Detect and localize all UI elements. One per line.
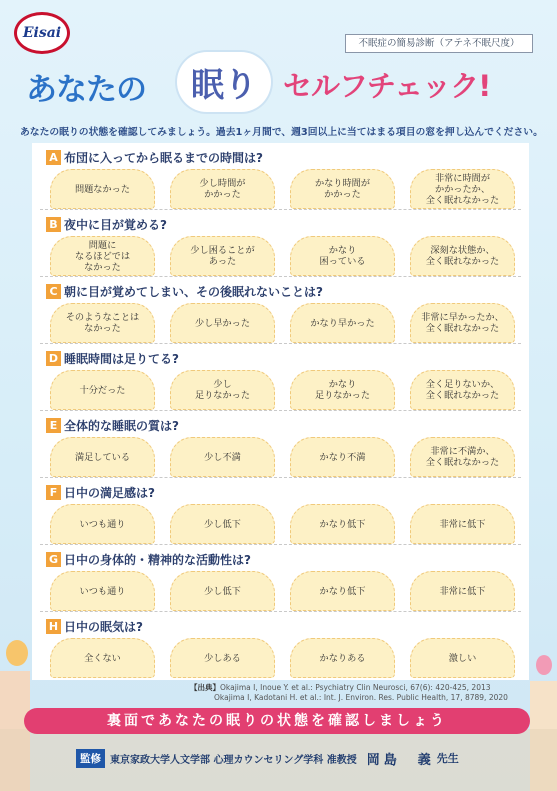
question-text: 睡眠時間は足りてる?	[64, 351, 179, 366]
citation-line-1: Okajima I, Inoue Y. et al.: Psychiatry Clin Neurosci, 67(6): 420-425, 2013	[220, 683, 491, 692]
answer-window-option[interactable]: 少し不満	[170, 437, 275, 477]
question-block	[32, 277, 529, 344]
question-letter: E	[46, 418, 61, 433]
title-part-1: あなたの	[26, 72, 146, 108]
answer-window-option[interactable]: 激しい	[410, 638, 515, 678]
balloon-icon	[536, 655, 552, 675]
answer-window-option[interactable]: 非常に低下	[410, 504, 515, 544]
answer-window-option[interactable]: かなり時間が かかった	[290, 169, 395, 209]
answer-window-option[interactable]: いつも通り	[50, 571, 155, 611]
question-block	[32, 411, 529, 478]
answer-window-option[interactable]: 少し低下	[170, 571, 275, 611]
answer-window-option[interactable]: 非常に時間が かかったか、 全く眠れなかった	[410, 169, 515, 209]
answer-window-option[interactable]: 全くない	[50, 638, 155, 678]
title-part-3: セルフチェック!	[283, 69, 491, 103]
citation-line-2: Okajima I, Kadotani H. et al.: Int. J. Environ. Res. Public Health, 17, 8789, 2020	[214, 693, 508, 702]
question-letter: H	[46, 619, 61, 634]
question-letter: F	[46, 485, 61, 500]
question-letter: A	[46, 150, 61, 165]
answer-window-option[interactable]: 問題に なるほどでは なかった	[50, 236, 155, 276]
answer-window-option[interactable]: 十分だった	[50, 370, 155, 410]
answer-window-option[interactable]: 非常に早かったか、 全く眠れなかった	[410, 303, 515, 343]
answer-window-option[interactable]: 深刻な状態か、 全く眠れなかった	[410, 236, 515, 276]
question-header	[46, 417, 179, 433]
question-text: 全体的な睡眠の質は?	[64, 418, 179, 433]
credit-name: 岡島 義	[366, 752, 435, 768]
answer-window-option[interactable]: そのようなことは なかった	[50, 303, 155, 343]
answer-window-option[interactable]: かなり不満	[290, 437, 395, 477]
question-text: 日中の満足感は?	[64, 485, 155, 500]
balloon-icon	[6, 640, 28, 666]
answer-window-option[interactable]: かなり 足りなかった	[290, 370, 395, 410]
question-letter: B	[46, 217, 61, 232]
back-side-banner: 裏面であなたの眠りの状態を確認しましょう	[24, 708, 530, 734]
title-part-2: 眠り	[177, 52, 271, 112]
answer-window-option[interactable]: 全く足りないか、 全く眠れなかった	[410, 370, 515, 410]
answer-window-option[interactable]: かなり低下	[290, 504, 395, 544]
supervisor-credit	[76, 747, 459, 769]
credit-title: 先生	[436, 752, 459, 765]
answer-window-option[interactable]: かなり低下	[290, 571, 395, 611]
citation-label: 【出典】	[190, 683, 220, 692]
question-block	[32, 143, 529, 210]
answer-window-option[interactable]: 少しある	[170, 638, 275, 678]
question-letter: C	[46, 284, 61, 299]
answer-window-option[interactable]: 非常に不満か、 全く眠れなかった	[410, 437, 515, 477]
logo-text: Eisai	[22, 25, 62, 41]
question-text: 布団に入ってから眠るまでの時間は?	[64, 150, 263, 165]
citation	[190, 683, 530, 703]
question-block	[32, 478, 529, 545]
answer-window-option[interactable]: 少し時間が かかった	[170, 169, 275, 209]
question-letter: D	[46, 351, 61, 366]
page-title	[26, 62, 536, 110]
answer-window-option[interactable]: かなりある	[290, 638, 395, 678]
question-block	[32, 545, 529, 612]
answer-window-option[interactable]: 少し困ることが あった	[170, 236, 275, 276]
answer-window-option[interactable]: 少し早かった	[170, 303, 275, 343]
eisai-logo	[14, 12, 70, 54]
question-letter: G	[46, 552, 61, 567]
diagnosis-tag: 不眠症の簡易診断（アテネ不眠尺度）	[345, 34, 533, 53]
question-header	[46, 551, 251, 567]
question-header	[46, 350, 179, 366]
question-header	[46, 618, 143, 634]
answer-window-option[interactable]: 満足している	[50, 437, 155, 477]
answer-window-option[interactable]: いつも通り	[50, 504, 155, 544]
answer-window-option[interactable]: かなり 困っている	[290, 236, 395, 276]
answer-window-option[interactable]: かなり早かった	[290, 303, 395, 343]
question-block	[32, 612, 529, 679]
question-text: 日中の身体的・精神的な活動性は?	[64, 552, 251, 567]
answer-window-option[interactable]: 問題なかった	[50, 169, 155, 209]
question-text: 朝に目が覚めてしまい、その後眠れないことは?	[64, 284, 323, 299]
credit-affiliation: 東京家政大学人文学部 心理カウンセリング学科 准教授	[110, 754, 357, 766]
question-text: 夜中に目が覚める?	[64, 217, 167, 232]
question-block	[32, 344, 529, 411]
question-header	[46, 149, 263, 165]
question-header	[46, 484, 155, 500]
answer-window-option[interactable]: 少し 足りなかった	[170, 370, 275, 410]
answer-window-option[interactable]: 少し低下	[170, 504, 275, 544]
question-panel	[32, 143, 529, 680]
intro-text: あなたの眠りの状態を確認してみましょう。過去1ヶ月間で、週3回以上に当てはまる項目の窓を押し込んでください。	[20, 127, 543, 138]
question-header	[46, 216, 167, 232]
question-header	[46, 283, 323, 299]
credit-label: 監修	[76, 749, 105, 768]
question-text: 日中の眠気は?	[64, 619, 143, 634]
question-block	[32, 210, 529, 277]
answer-window-option[interactable]: 非常に低下	[410, 571, 515, 611]
